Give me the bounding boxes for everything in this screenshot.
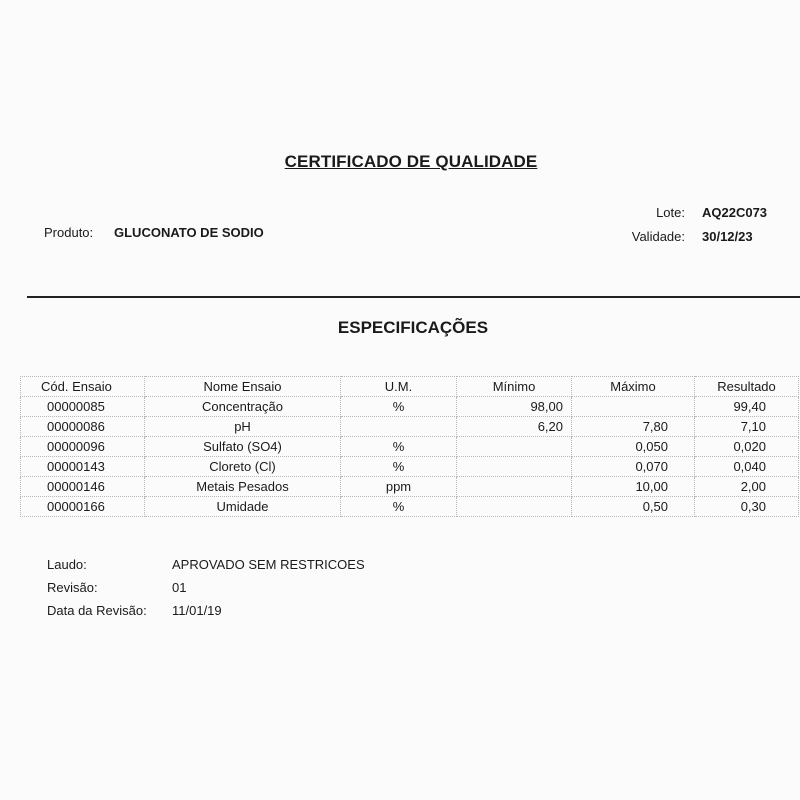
document-title: CERTIFICADO DE QUALIDADE bbox=[284, 152, 538, 171]
cell-cod-ensaio: 00000166 bbox=[21, 497, 145, 517]
cell-resultado: 0,020 bbox=[695, 437, 799, 457]
column-header-nome-ensaio: Nome Ensaio bbox=[145, 377, 341, 397]
cell-maximo: 0,070 bbox=[572, 457, 695, 477]
cell-resultado: 99,40 bbox=[695, 397, 799, 417]
cell-cod-ensaio: 00000096 bbox=[21, 437, 145, 457]
cell-nome-ensaio: pH bbox=[145, 417, 341, 437]
validade-value: 30/12/23 bbox=[702, 229, 753, 244]
divider-line bbox=[27, 296, 800, 298]
cell-nome-ensaio: Sulfato (SO4) bbox=[145, 437, 341, 457]
cell-um bbox=[341, 417, 457, 437]
cell-resultado: 2,00 bbox=[695, 477, 799, 497]
table-row bbox=[21, 457, 799, 477]
cell-cod-ensaio: 00000086 bbox=[21, 417, 145, 437]
specifications-table bbox=[20, 376, 799, 517]
produto-label: Produto: bbox=[44, 225, 94, 240]
laudo-value: APROVADO SEM RESTRICOES bbox=[172, 557, 365, 572]
column-header-resultado: Resultado bbox=[695, 377, 799, 397]
table-row bbox=[21, 477, 799, 497]
cell-um: % bbox=[341, 397, 457, 417]
column-header-um: U.M. bbox=[341, 377, 457, 397]
cell-cod-ensaio: 00000085 bbox=[21, 397, 145, 417]
cell-resultado: 0,040 bbox=[695, 457, 799, 477]
cell-minimo bbox=[457, 497, 572, 517]
cell-um: % bbox=[341, 497, 457, 517]
produto-value: GLUCONATO DE SODIO bbox=[114, 225, 264, 240]
cell-minimo bbox=[457, 457, 572, 477]
laudo-label: Laudo: bbox=[47, 557, 87, 572]
lote-label: Lote: bbox=[656, 205, 685, 220]
cell-minimo: 6,20 bbox=[457, 417, 572, 437]
revisao-label: Revisão: bbox=[47, 580, 98, 595]
table-row bbox=[21, 417, 799, 437]
cell-um: ppm bbox=[341, 477, 457, 497]
cell-maximo bbox=[572, 397, 695, 417]
cell-cod-ensaio: 00000143 bbox=[21, 457, 145, 477]
table-header-row bbox=[21, 377, 799, 397]
cell-resultado: 7,10 bbox=[695, 417, 799, 437]
table-row bbox=[21, 397, 799, 417]
cell-um: % bbox=[341, 437, 457, 457]
column-header-maximo: Máximo bbox=[572, 377, 695, 397]
column-header-minimo: Mínimo bbox=[457, 377, 572, 397]
cell-cod-ensaio: 00000146 bbox=[21, 477, 145, 497]
cell-nome-ensaio: Cloreto (Cl) bbox=[145, 457, 341, 477]
lote-value: AQ22C073 bbox=[702, 205, 768, 220]
column-header-cod-ensaio: Cód. Ensaio bbox=[21, 377, 145, 397]
cell-nome-ensaio: Metais Pesados bbox=[145, 477, 341, 497]
cell-minimo bbox=[457, 477, 572, 497]
cell-nome-ensaio: Umidade bbox=[145, 497, 341, 517]
specifications-title: ESPECIFICAÇÕES bbox=[337, 318, 489, 337]
cell-maximo: 0,050 bbox=[572, 437, 695, 457]
cell-um: % bbox=[341, 457, 457, 477]
revisao-value: 01 bbox=[172, 580, 187, 595]
data-revisao-label: Data da Revisão: bbox=[47, 603, 147, 618]
cell-maximo: 0,50 bbox=[572, 497, 695, 517]
cell-resultado: 0,30 bbox=[695, 497, 799, 517]
validade-label: Validade: bbox=[631, 229, 685, 244]
cell-minimo: 98,00 bbox=[457, 397, 572, 417]
cell-minimo bbox=[457, 437, 572, 457]
cell-maximo: 7,80 bbox=[572, 417, 695, 437]
cell-maximo: 10,00 bbox=[572, 477, 695, 497]
cell-nome-ensaio: Concentração bbox=[145, 397, 341, 417]
table-row bbox=[21, 497, 799, 517]
table-row bbox=[21, 437, 799, 457]
data-revisao-value: 11/01/19 bbox=[172, 603, 222, 618]
